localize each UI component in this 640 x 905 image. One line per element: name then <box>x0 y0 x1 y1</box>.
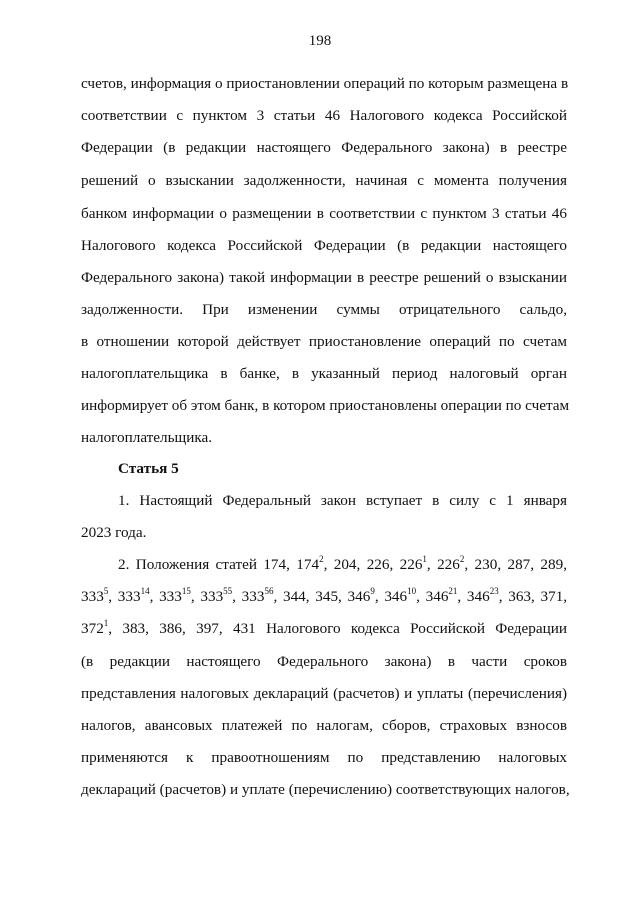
text-run: , 346 <box>416 588 449 605</box>
text-run: , 363, 371, <box>498 588 568 605</box>
text-line: Федерального закона) такой информации в реестре решений о взыскании <box>81 269 567 286</box>
superscript: 21 <box>448 585 458 596</box>
text-run: , 346 <box>457 588 490 605</box>
text-line: Налогового кодекса Российской Федерации (в редакции настоящего <box>81 237 567 254</box>
text-run: , 226 <box>426 556 460 573</box>
text-line: задолженности. При изменении суммы отрицательного сальдо, <box>81 301 567 318</box>
text-run: , 333 <box>149 588 182 605</box>
superscript: 1 <box>103 617 109 628</box>
text-run: , 333 <box>232 588 265 605</box>
page-number: 198 <box>308 33 332 49</box>
text-line: информирует об этом банк, в котором приостановлены операции по счетам <box>81 397 570 414</box>
text-run: , 333 <box>108 588 141 605</box>
text-run: , 230, 287, 289, <box>464 556 568 573</box>
superscript: 2 <box>459 553 465 564</box>
text-run: , 346 <box>374 588 408 605</box>
superscript: 56 <box>264 585 274 596</box>
superscript: 2 <box>319 553 324 564</box>
superscript: 5 <box>103 585 109 596</box>
text-line-with-superscripts <box>81 619 567 639</box>
text-line: (в редакции настоящего Федерального закона) в части сроков <box>81 653 567 670</box>
text-run: , 383, 386, 397, 431 Налогового кодекса Российской Федерации <box>108 620 567 637</box>
text-line: 1. Настоящий Федеральный закон вступает в силу с 1 января <box>118 492 567 509</box>
text-line: соответствии с пунктом 3 статьи 46 Налогового кодекса Российской <box>81 107 567 124</box>
superscript: 1 <box>422 553 427 564</box>
text-run: , 333 <box>190 588 224 605</box>
text-line: Федерации (в редакции настоящего Федерального закона) в реестре <box>81 139 567 156</box>
text-line: решений о взыскании задолженности, начиная с момента получения <box>81 172 567 189</box>
superscript: 55 <box>223 585 233 596</box>
superscript: 23 <box>489 585 499 596</box>
text-run: , 344, 345, 346 <box>273 588 371 605</box>
text-line-with-superscripts <box>118 555 567 575</box>
text-line: налогоплательщика. <box>81 429 213 446</box>
superscript: 10 <box>407 585 417 596</box>
text-line-with-superscripts <box>81 587 567 607</box>
text-line: применяются к правоотношениям по представлению налоговых <box>81 749 567 766</box>
text-line: в отношении которой действует приостановление операций по счетам <box>81 333 567 350</box>
text-run: 372 <box>81 620 104 637</box>
text-line: налогов, авансовых платежей по налогам, сборов, страховых взносов <box>81 717 567 734</box>
superscript: 9 <box>370 585 375 596</box>
superscript: 15 <box>181 585 191 596</box>
text-line: банком информации о размещении в соответствии с пунктом 3 статьи 46 <box>81 205 567 222</box>
text-line: 2023 года. <box>81 524 147 541</box>
text-run: 333 <box>81 588 104 605</box>
text-run: , 204, 226, 226 <box>323 556 423 573</box>
text-line: налогоплательщика в банке, в указанный период налоговый орган <box>81 365 567 382</box>
text-line: счетов, информация о приостановлении операций по которым размещена в <box>81 75 569 92</box>
text-run: 2. Положения статей 174, 174 <box>118 556 320 573</box>
text-line: представления налоговых деклараций (расчетов) и уплаты (перечисления) <box>81 685 567 702</box>
superscript: 14 <box>140 585 150 596</box>
text-line: деклараций (расчетов) и уплате (перечислению) соответствующих налогов, <box>81 781 570 798</box>
article-heading: Статья 5 <box>118 460 179 477</box>
